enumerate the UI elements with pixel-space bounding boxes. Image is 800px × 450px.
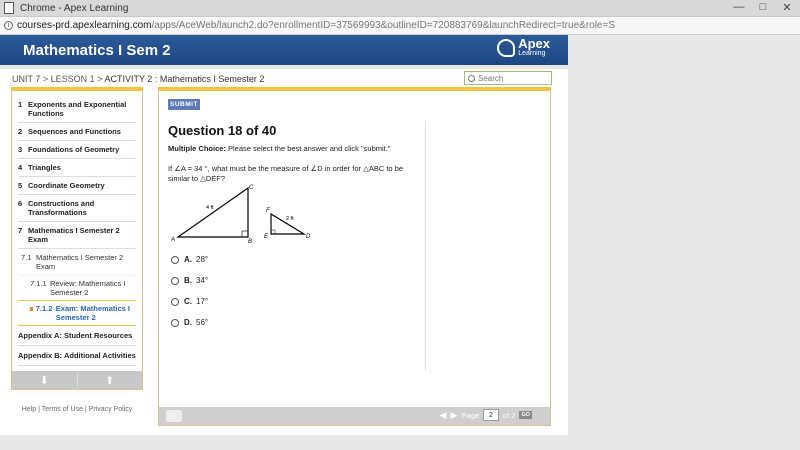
- breadcrumb-row: [12, 71, 552, 87]
- outline-unit-6[interactable]: [18, 195, 136, 222]
- label-e: E: [264, 234, 269, 240]
- current-marker-icon: [30, 307, 33, 311]
- apex-logo-icon: [497, 39, 515, 57]
- info-icon[interactable]: i: [4, 21, 13, 30]
- breadcrumb-unit[interactable]: UNIT 7: [12, 74, 41, 84]
- right-angle-mark: [242, 231, 248, 237]
- arrow-up-icon: ⬆: [105, 374, 115, 387]
- footer-links: [11, 405, 143, 415]
- outline-num: 7.1: [21, 253, 32, 262]
- window-controls: [732, 1, 794, 14]
- outline-unit-4[interactable]: [18, 159, 136, 177]
- outline-footer: [12, 371, 142, 389]
- outline-label: Mathematics I Semester 2 Exam: [36, 253, 124, 271]
- outline-unit-7[interactable]: [18, 222, 136, 249]
- choice-letter: D.: [184, 318, 192, 327]
- outline-label: Coordinate Geometry: [28, 181, 105, 190]
- outline-label: Sequences and Functions: [28, 127, 121, 136]
- instruction-text: Please select the best answer and click "submit.": [228, 144, 391, 153]
- choice-b[interactable]: [171, 270, 208, 291]
- radio-button[interactable]: [171, 277, 179, 285]
- triangle-abc: [178, 188, 248, 237]
- scroll-down-button[interactable]: [12, 371, 77, 389]
- go-button[interactable]: GO: [521, 412, 530, 418]
- page-number-input[interactable]: [483, 409, 499, 421]
- browser-content: [0, 35, 800, 450]
- outline-label: Constructions and Transformations: [28, 199, 95, 217]
- next-page-icon[interactable]: ▶: [450, 409, 458, 420]
- close-button[interactable]: ✕: [782, 2, 792, 14]
- breadcrumb-sep: >: [97, 74, 103, 84]
- outline-label: Review: Mathematics I Semester 2: [50, 279, 126, 297]
- question-title: Question 18 of 40: [168, 123, 277, 138]
- choice-d[interactable]: [171, 312, 208, 333]
- choice-text: 34°: [196, 276, 209, 285]
- window-title: Chrome - Apex Learning: [20, 2, 129, 14]
- outline-num: 7: [18, 226, 23, 235]
- outline-list: [12, 91, 142, 366]
- outline-label: Exam: Mathematics I Semester 2: [55, 304, 130, 322]
- header-strip: [0, 65, 568, 69]
- print-icon[interactable]: [166, 410, 182, 422]
- choice-a[interactable]: [171, 249, 208, 270]
- breadcrumb-lesson[interactable]: LESSON 1: [50, 74, 95, 84]
- page-label: Page: [461, 410, 479, 420]
- page-total: of 2: [502, 410, 516, 420]
- triangles-figure: [168, 184, 318, 244]
- logo-name: Apex: [518, 36, 550, 51]
- outline-num: 7.1.1: [30, 279, 47, 288]
- appendix-b[interactable]: Appendix B: Additional Activities: [18, 346, 136, 366]
- search-box[interactable]: [464, 71, 552, 85]
- window-titlebar: [0, 0, 800, 17]
- outline-num: 1: [18, 100, 23, 109]
- terms-link[interactable]: Terms of Use: [41, 406, 83, 413]
- privacy-link[interactable]: Privacy Policy: [88, 406, 133, 413]
- label-f: F: [266, 208, 270, 214]
- minimize-button[interactable]: —: [733, 1, 745, 13]
- outline-unit-5[interactable]: [18, 177, 136, 195]
- radio-button[interactable]: [171, 256, 179, 264]
- question-instructions: [168, 144, 391, 153]
- url-host: courses-prd.apexlearning.com: [17, 20, 152, 31]
- outline-label: Exponents and Exponential Functions: [28, 100, 127, 118]
- outline-unit-1[interactable]: [18, 96, 136, 123]
- choice-letter: C.: [184, 297, 192, 306]
- right-angle-mark: [271, 230, 275, 234]
- breadcrumb: [12, 74, 264, 84]
- divider: [425, 121, 426, 371]
- outline-lesson-7-1[interactable]: [18, 249, 136, 276]
- choice-text: 17°: [196, 297, 209, 306]
- outline-label: Triangles: [28, 163, 61, 172]
- pager: [440, 409, 532, 421]
- instruction-type: Multiple Choice:: [168, 144, 226, 153]
- scroll-up-button[interactable]: [78, 371, 143, 389]
- arrow-down-icon: ⬇: [39, 374, 49, 387]
- course-outline: [11, 87, 143, 390]
- outline-activity-7-1-1[interactable]: [18, 276, 136, 300]
- address-bar[interactable]: [0, 17, 800, 35]
- outline-unit-3[interactable]: [18, 141, 136, 159]
- link-sep: |: [84, 406, 87, 413]
- link-sep: |: [38, 406, 40, 413]
- label-b: B: [248, 239, 253, 244]
- document-icon: [4, 2, 14, 14]
- question-footer: [159, 407, 550, 425]
- answer-choices: [171, 249, 208, 333]
- help-link[interactable]: Help: [21, 406, 37, 413]
- search-icon: [468, 75, 475, 82]
- outline-num: 4: [18, 163, 23, 172]
- url-path: /apps/AceWeb/launch2.do?enrollmentID=37569993&outlineID=720883769&launchRedirect=true&role=S: [151, 20, 615, 31]
- outline-num: 5: [18, 181, 23, 190]
- radio-button[interactable]: [171, 298, 179, 306]
- outline-activity-7-1-2[interactable]: [18, 300, 136, 326]
- outline-num: 6: [18, 199, 23, 208]
- label-a: A: [171, 237, 176, 243]
- question-text: If ∠A = 34 °, what must be the measure of ∠D in order for △ABC to be similar to △DEF?: [168, 164, 404, 183]
- outline-label: Mathematics I Semester 2 Exam: [28, 226, 120, 244]
- breadcrumb-activity: ACTIVITY 2 : Mathematics I Semester 2: [104, 74, 265, 84]
- question-panel: [158, 87, 551, 426]
- appendix-a[interactable]: Appendix A: Student Resources: [18, 326, 136, 346]
- label-d: D: [306, 234, 311, 240]
- logo-sub: Learning: [518, 50, 546, 57]
- outline-num: 3: [18, 145, 23, 154]
- search-input[interactable]: [478, 74, 548, 83]
- prev-page-icon[interactable]: ◀: [439, 409, 447, 420]
- submit-button[interactable]: SUBMIT: [168, 99, 200, 110]
- breadcrumb-sep: >: [42, 74, 49, 84]
- outline-label: Foundations of Geometry: [28, 145, 120, 154]
- course-header: [0, 35, 568, 65]
- choice-c[interactable]: [171, 291, 208, 312]
- outline-num: 7.1.2: [35, 304, 53, 313]
- choice-letter: A.: [184, 255, 192, 264]
- label-c: C: [249, 185, 254, 191]
- side-label-ac: 4 ft: [206, 205, 214, 211]
- choice-text: 28°: [196, 255, 209, 264]
- choice-letter: B.: [184, 276, 192, 285]
- outline-num: 2: [18, 127, 23, 136]
- apex-app: [0, 35, 568, 435]
- side-label-fd: 2 ft: [286, 216, 294, 222]
- apex-logo: [497, 38, 550, 58]
- outline-unit-2[interactable]: [18, 123, 136, 141]
- maximize-button[interactable]: □: [759, 1, 767, 13]
- choice-text: 56°: [196, 318, 209, 327]
- radio-button[interactable]: [171, 319, 179, 327]
- course-title: Mathematics I Sem 2: [23, 41, 171, 59]
